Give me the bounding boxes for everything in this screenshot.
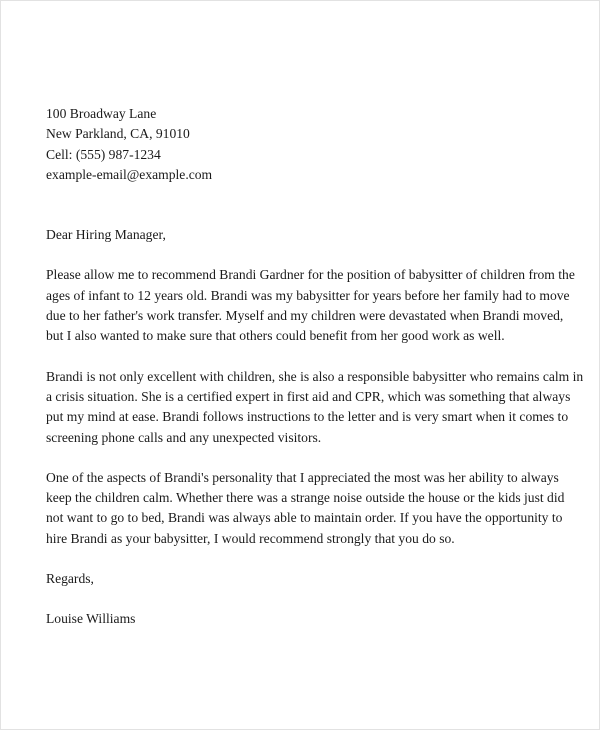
paragraph-line: keep the children calm. Whether there was a strange noise outside the house or the kids just did bbox=[46, 490, 565, 506]
sender-address-block bbox=[46, 104, 556, 185]
salutation bbox=[46, 225, 556, 245]
sender-email: example-email@example.com bbox=[46, 166, 213, 182]
letter-body bbox=[46, 104, 584, 630]
paragraph-3 bbox=[46, 468, 565, 549]
paragraph-line: but I also wanted to make sure that others could benefit from her good work as well. bbox=[46, 328, 505, 344]
sender-city-line: New Parkland, CA, 91010 bbox=[46, 126, 190, 142]
paragraph-line: ages of infant to 12 years old. Brandi was my babysitter for years before her family had to move bbox=[46, 287, 570, 303]
sender-street: 100 Broadway Lane bbox=[46, 106, 157, 121]
paragraph-2 bbox=[46, 367, 584, 448]
signature-name: Louise Williams bbox=[46, 611, 136, 627]
closing bbox=[46, 569, 556, 589]
salutation-text: Dear Hiring Manager, bbox=[46, 227, 166, 243]
paragraph-line: screening phone calls and any unexpected visitors. bbox=[46, 429, 322, 445]
paragraph-line: not want to go to bed, Brandi was always able to maintain order. If you have the opportunity to bbox=[46, 510, 563, 526]
paragraph-line: One of the aspects of Brandi's personality that I appreciated the most was her ability to always bbox=[46, 469, 559, 485]
paragraph-line: put my mind at ease. Brandi follows instructions to the letter and is very smart when it comes to bbox=[46, 409, 569, 425]
closing-text: Regards, bbox=[46, 571, 94, 587]
paragraph-line: Please allow me to recommend Brandi Gardner for the position of babysitter of children from the bbox=[46, 267, 575, 283]
paragraph-line: hire Brandi as your babysitter, I would recommend strongly that you do so. bbox=[46, 530, 455, 546]
paragraph-line: due to her father's work transfer. Myself and my children were devastated when Brandi moved, bbox=[46, 308, 564, 324]
paragraph-1 bbox=[46, 265, 575, 346]
paragraph-line: Brandi is not only excellent with children, she is also a responsible babysitter who remains calm in bbox=[46, 368, 584, 384]
sender-phone: Cell: (555) 987-1234 bbox=[46, 146, 161, 162]
signature bbox=[46, 609, 556, 629]
paragraph-line: a crisis situation. She is a certified expert in first aid and CPR, which was something that always bbox=[46, 388, 571, 404]
